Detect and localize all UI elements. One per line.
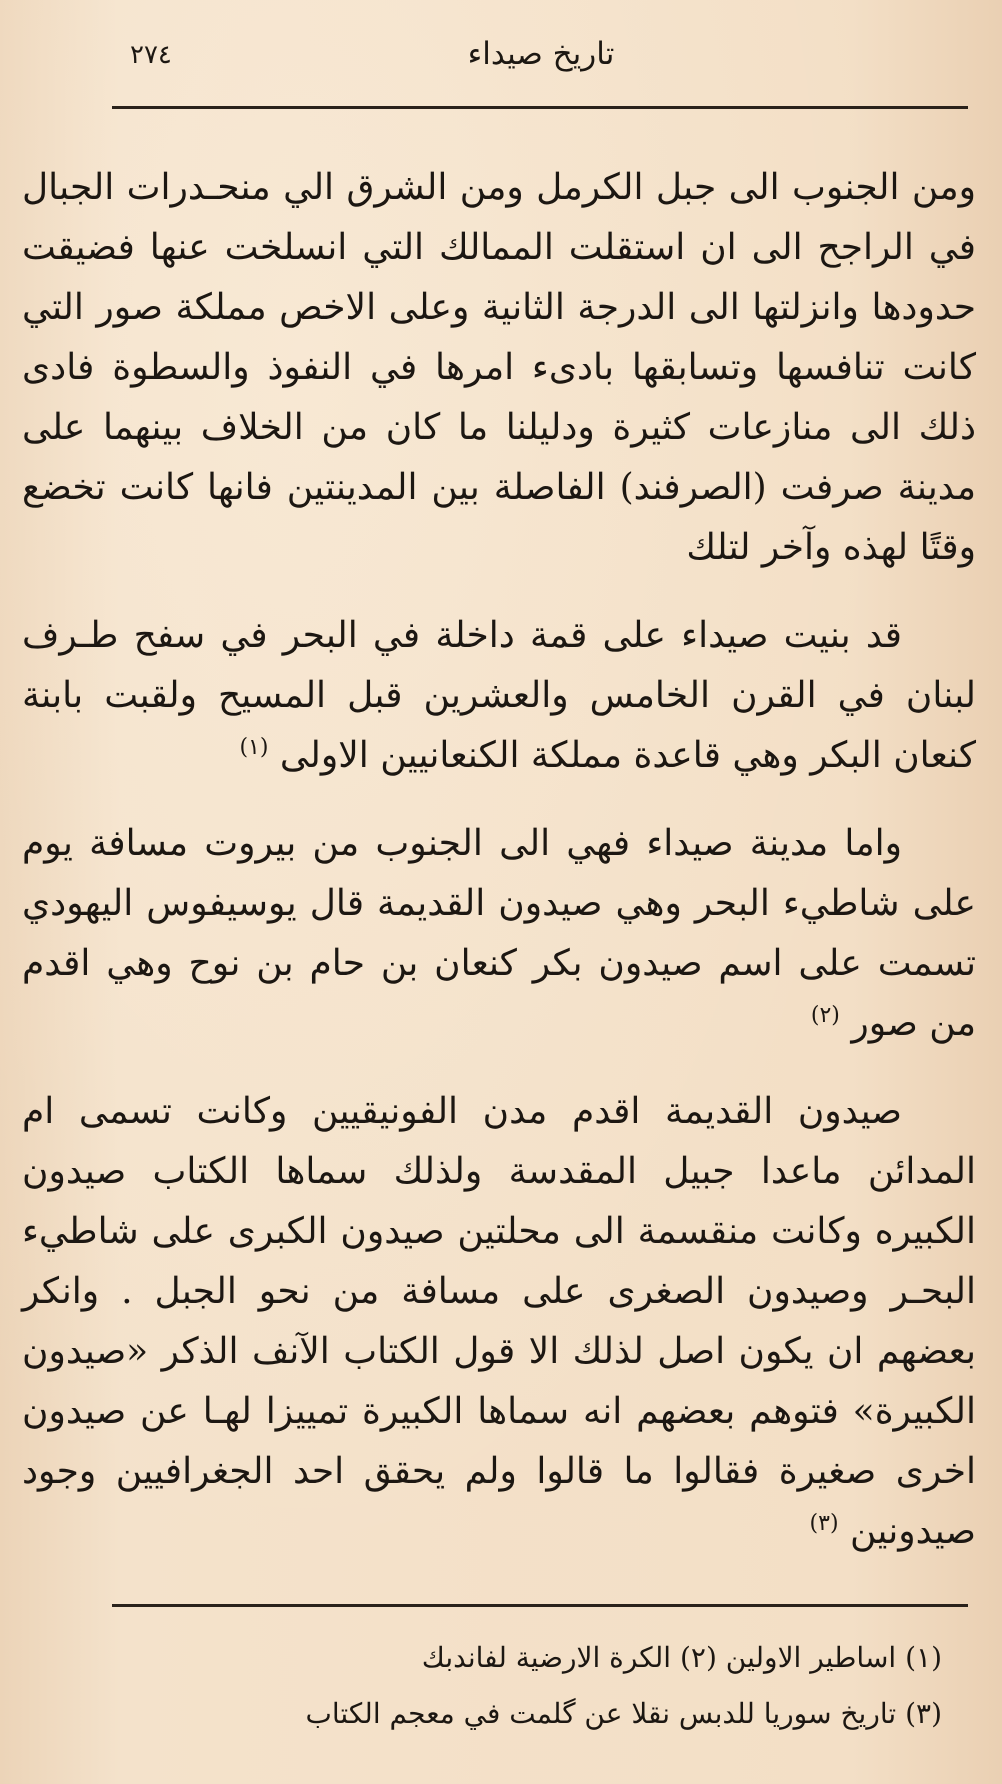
footnote-reference: (١)	[239, 735, 269, 760]
page-number: ٢٧٤	[130, 40, 172, 70]
paragraph	[22, 158, 976, 578]
paragraph	[22, 606, 976, 786]
footnote-reference: (٢)	[810, 1003, 840, 1028]
header-rule	[112, 106, 968, 109]
main-text	[22, 158, 976, 1590]
paragraph	[22, 814, 976, 1054]
paragraph-text: صيدون القديمة اقدم مدن الفونيقيين وكانت تسمى ام المدائن ماعدا جبيل المقدسة ولذلك سماها الكتاب صيدون الكبيره وكانت منقسمة الى محلتين صيدون الكبرى على شاطيء البحـر وصيدون الصغرى على مسافة من نحو الجبل . وانكر بعضهم ان يكون اصل لذلك الا قول الكتاب الآنف الذكر «صيدون الكبيرة» فتوهم بعضهم انه سماها الكبيرة تمييزا لهـا عن صيدون اخرى صغيرة فقالوا ما قالوا ولم يحقق احد الجغرافيين وجود صيدونين	[22, 1091, 976, 1552]
running-title: تاريخ صيداء	[467, 36, 615, 72]
footnotes	[112, 1630, 942, 1742]
page-header	[110, 34, 972, 84]
footnote-line: (٣) تاريخ سوريا للدبس نقلا عن گلمت في معجم الكتاب	[305, 1697, 942, 1730]
footnote-rule	[112, 1604, 968, 1607]
paragraph-text: واما مدينة صيداء فهي الى الجنوب من بيروت مسافة يوم على شاطيء البحر وهي صيدون القديمة قال يوسيفوس اليهودي تسمت على اسم صيدون بكر كنعان بن حام بن نوح وهي اقدم من صور	[22, 823, 976, 1044]
paragraph	[22, 1082, 976, 1562]
footnote-reference: (٣)	[809, 1511, 839, 1536]
paragraph-text: قد بنيت صيداء على قمة داخلة في البحر في سفح طـرف لبنان في القرن الخامس والعشرين قبل المسيح ولقبت بابنة كنعان البكر وهي قاعدة مملكة الكنعانيين الاولى	[22, 615, 976, 776]
paragraph-text: ومن الجنوب الى جبل الكرمل ومن الشرق الي منحـدرات الجبال في الراجح الى ان استقلت الممالك التي انسلخت عنها فضيقت حدودها وانزلتها الى الدرجة الثانية وعلى الاخص مملكة صور التي كانت تنافسها وتسابقها بادىء امرها في النفوذ والسطوة فادى ذلك الى منازعات كثيرة ودليلنا ما كان من الخلاف بينهما على مدينة صرفت (الصرفند) الفاصلة بين المدينتين فانها كانت تخضع وقتًا لهذه وآخر لتلك	[22, 167, 976, 568]
footnote-line: (١) اساطير الاولين (٢) الكرة الارضية لفاندبك	[421, 1641, 942, 1674]
